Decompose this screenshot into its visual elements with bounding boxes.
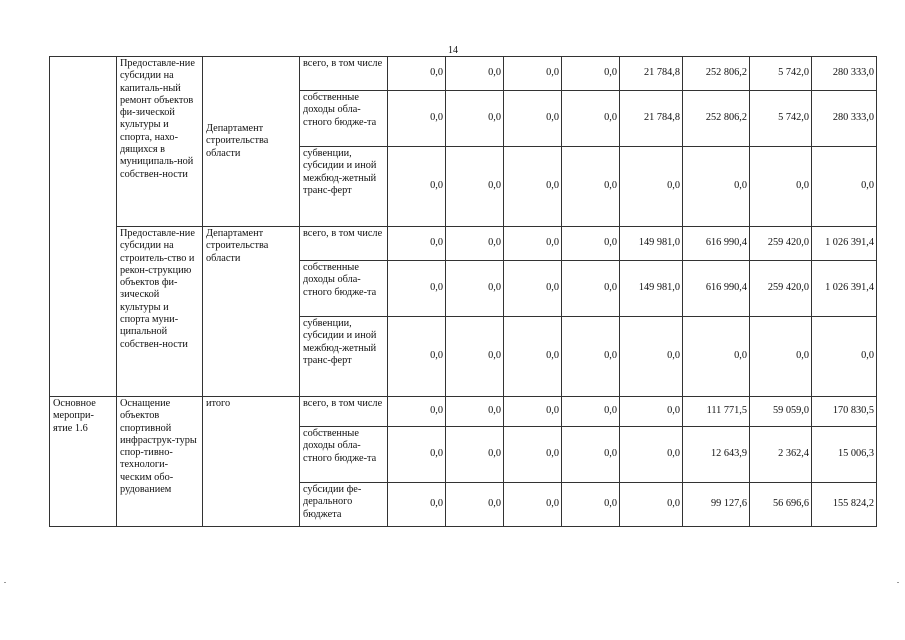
value-cell: 0,0	[562, 227, 620, 261]
scan-mark-left	[4, 582, 6, 583]
source-cell: субвенции, субсидии и иной межбюд-жетный транс-ферт	[300, 147, 388, 227]
value-cell: 0,0	[504, 317, 562, 397]
value-cell: 155 824,2	[812, 483, 877, 527]
value-cell: 0,0	[620, 397, 683, 427]
value-cell: 0,0	[620, 147, 683, 227]
source-cell: субвенции, субсидии и иной межбюд-жетный транс-ферт	[300, 317, 388, 397]
executor-cell: Департамент строительства области	[203, 57, 300, 227]
budget-table	[49, 56, 877, 527]
executor-cell: итого	[203, 397, 300, 527]
program-cell: Основное меропри-ятие 1.6	[50, 397, 117, 527]
value-cell: 0,0	[446, 261, 504, 317]
value-cell: 0,0	[388, 227, 446, 261]
value-cell: 0,0	[562, 427, 620, 483]
value-cell: 0,0	[562, 261, 620, 317]
value-cell: 0,0	[504, 227, 562, 261]
value-cell: 0,0	[388, 483, 446, 527]
value-cell: 12 643,9	[683, 427, 750, 483]
value-cell: 0,0	[562, 91, 620, 147]
value-cell: 1 026 391,4	[812, 227, 877, 261]
value-cell: 1 026 391,4	[812, 261, 877, 317]
value-cell: 0,0	[504, 261, 562, 317]
measure-cell: Предоставле-ние субсидии на строитель-ство и рекон-струкцию объектов фи-зической культуры и спорта муни-ципальной собствен-ности	[117, 227, 203, 397]
measure-cell: Оснащение объектов спортивной инфраструк-туры спор-тивно-технологи-ческим обо-рудованием	[117, 397, 203, 527]
value-cell: 0,0	[562, 483, 620, 527]
value-cell: 0,0	[562, 57, 620, 91]
value-cell: 21 784,8	[620, 91, 683, 147]
value-cell: 2 362,4	[750, 427, 812, 483]
source-cell: субсидии фе-дерального бюджета	[300, 483, 388, 527]
value-cell: 280 333,0	[812, 57, 877, 91]
value-cell: 0,0	[683, 317, 750, 397]
table-row	[50, 57, 877, 91]
value-cell: 0,0	[446, 147, 504, 227]
value-cell: 259 420,0	[750, 261, 812, 317]
value-cell: 252 806,2	[683, 57, 750, 91]
value-cell: 0,0	[750, 317, 812, 397]
value-cell: 99 127,6	[683, 483, 750, 527]
value-cell: 5 742,0	[750, 57, 812, 91]
source-cell: собственные доходы обла-стного бюдже-та	[300, 427, 388, 483]
value-cell: 59 059,0	[750, 397, 812, 427]
value-cell: 0,0	[562, 397, 620, 427]
value-cell: 0,0	[750, 147, 812, 227]
value-cell: 0,0	[388, 91, 446, 147]
value-cell: 0,0	[388, 427, 446, 483]
value-cell: 0,0	[446, 227, 504, 261]
value-cell: 0,0	[504, 147, 562, 227]
value-cell: 0,0	[446, 57, 504, 91]
value-cell: 21 784,8	[620, 57, 683, 91]
value-cell: 0,0	[620, 483, 683, 527]
value-cell: 0,0	[446, 91, 504, 147]
value-cell: 0,0	[504, 427, 562, 483]
source-cell: всего, в том числе	[300, 397, 388, 427]
source-cell: собственные доходы обла-стного бюдже-та	[300, 261, 388, 317]
value-cell: 0,0	[446, 317, 504, 397]
value-cell: 0,0	[504, 397, 562, 427]
table-row	[50, 227, 877, 261]
value-cell: 56 696,6	[750, 483, 812, 527]
value-cell: 0,0	[620, 427, 683, 483]
value-cell: 0,0	[504, 57, 562, 91]
value-cell: 149 981,0	[620, 261, 683, 317]
value-cell: 0,0	[388, 397, 446, 427]
value-cell: 5 742,0	[750, 91, 812, 147]
value-cell: 0,0	[504, 483, 562, 527]
measure-cell: Предоставле-ние субсидии на капиталь-ный ремонт объектов фи-зической культуры и спорта, нахо-дящихся в муниципаль-ной собствен-ности	[117, 57, 203, 227]
executor-cell: Департамент строительства области	[203, 227, 300, 397]
value-cell: 0,0	[388, 57, 446, 91]
value-cell: 616 990,4	[683, 261, 750, 317]
source-cell: всего, в том числе	[300, 57, 388, 91]
source-cell: всего, в том числе	[300, 227, 388, 261]
value-cell: 111 771,5	[683, 397, 750, 427]
source-cell: собственные доходы обла-стного бюдже-та	[300, 91, 388, 147]
value-cell: 0,0	[683, 147, 750, 227]
value-cell: 149 981,0	[620, 227, 683, 261]
value-cell: 0,0	[446, 397, 504, 427]
value-cell: 0,0	[446, 483, 504, 527]
program-cell	[50, 57, 117, 397]
value-cell: 0,0	[504, 91, 562, 147]
value-cell: 0,0	[620, 317, 683, 397]
value-cell: 280 333,0	[812, 91, 877, 147]
value-cell: 170 830,5	[812, 397, 877, 427]
value-cell: 15 006,3	[812, 427, 877, 483]
value-cell: 0,0	[812, 317, 877, 397]
scan-mark-right	[897, 582, 899, 583]
value-cell: 0,0	[812, 147, 877, 227]
value-cell: 0,0	[562, 147, 620, 227]
value-cell: 0,0	[388, 147, 446, 227]
table-row	[50, 397, 877, 427]
value-cell: 259 420,0	[750, 227, 812, 261]
value-cell: 252 806,2	[683, 91, 750, 147]
value-cell: 0,0	[388, 261, 446, 317]
value-cell: 0,0	[388, 317, 446, 397]
value-cell: 0,0	[446, 427, 504, 483]
value-cell: 0,0	[562, 317, 620, 397]
page-number: 14	[448, 45, 458, 56]
value-cell: 616 990,4	[683, 227, 750, 261]
